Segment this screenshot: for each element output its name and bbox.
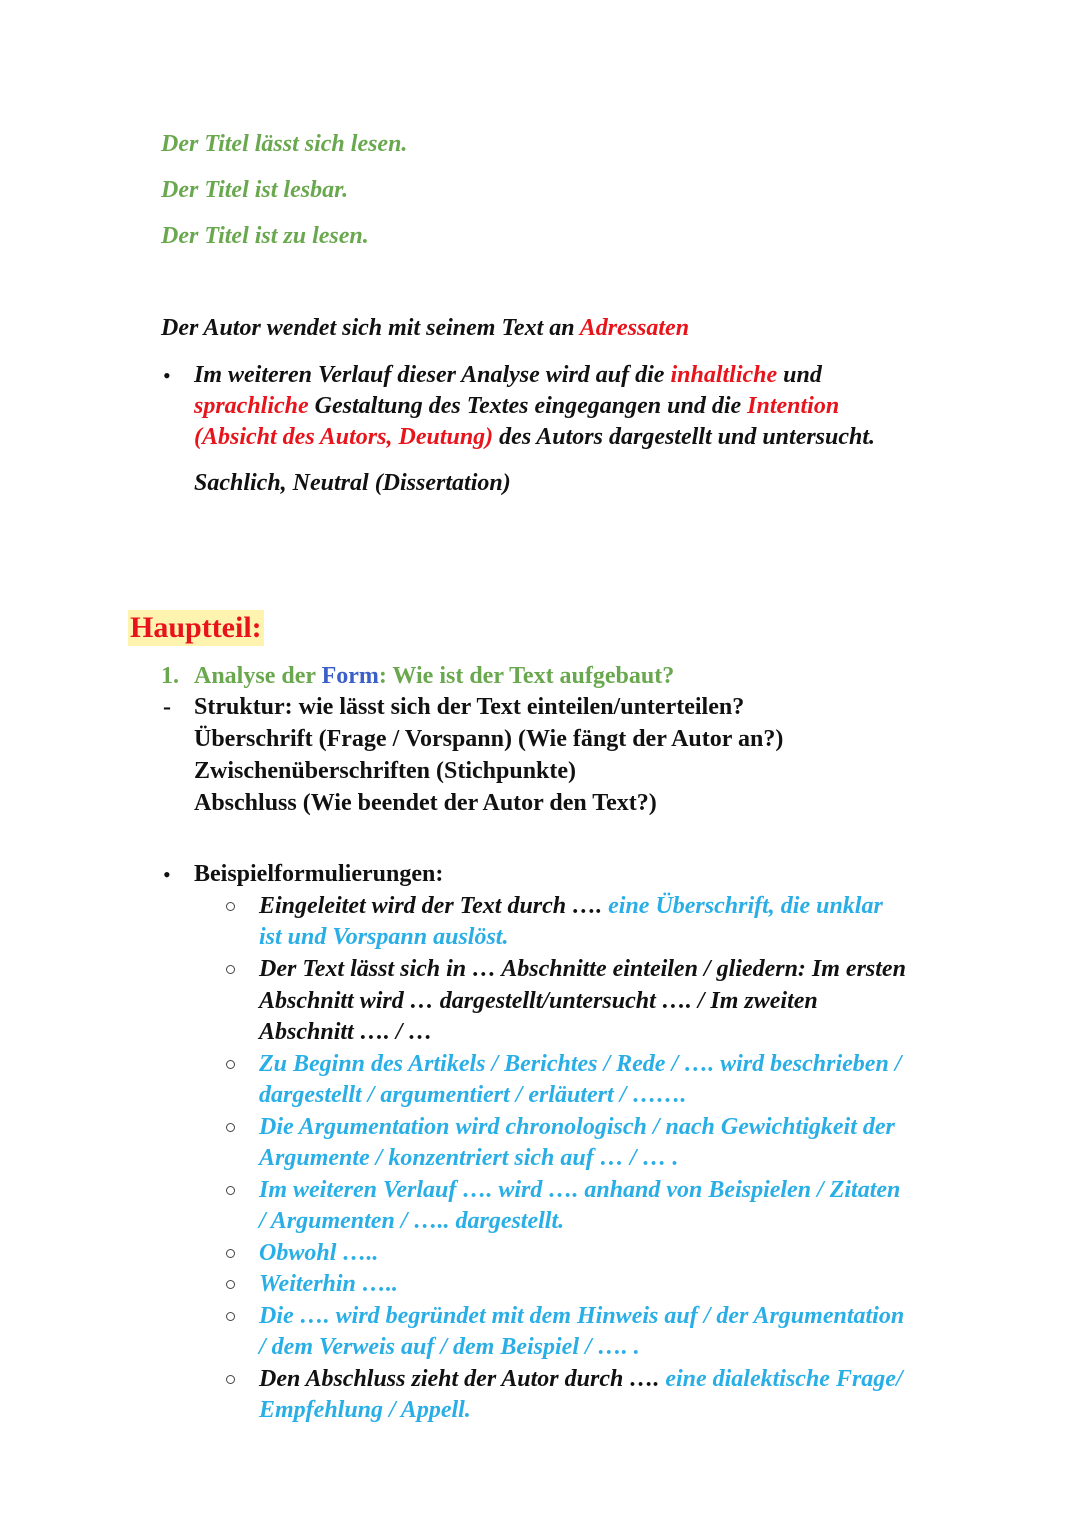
example-8-line-2: / dem Verweis auf / dem Beispiel / …. . bbox=[259, 1334, 640, 1360]
analysis-intro-text: Im weiteren Verlauf dieser Analyse wird auf die bbox=[194, 362, 665, 388]
example-4-line-2: Argumente / konzentriert sich auf … / … . bbox=[259, 1145, 679, 1171]
analysis-intro-line-1 bbox=[194, 360, 822, 391]
example-3-line-1: Zu Beginn des Artikels / Berichtes / Rede / …. wird beschrieben / bbox=[259, 1051, 902, 1077]
addressee-sentence bbox=[161, 313, 689, 344]
example-highlight: eine dialektische Frage/ bbox=[665, 1366, 903, 1392]
point-1-number: 1. bbox=[161, 663, 179, 689]
dash-icon: - bbox=[163, 694, 171, 720]
bullet-icon: • bbox=[163, 363, 171, 388]
example-9-line-1 bbox=[259, 1364, 903, 1395]
bullet-icon: • bbox=[163, 862, 171, 887]
circle-bullet-icon bbox=[226, 1375, 235, 1384]
main-part-heading: Hauptteil: bbox=[130, 611, 262, 644]
analysis-intro-line-3 bbox=[194, 422, 875, 453]
point-1-question: : Wie ist der Text aufgebaut? bbox=[378, 663, 675, 689]
examples-title: Beispielformulierungen: bbox=[194, 861, 444, 887]
style-note: Sachlich, Neutral (Dissertation) bbox=[194, 470, 511, 496]
circle-bullet-icon bbox=[226, 1249, 235, 1258]
passive-example-1: Der Titel lässt sich lesen. bbox=[161, 131, 408, 157]
sprachliche-highlight: sprachliche bbox=[194, 393, 309, 419]
addressee-sentence-text: Der Autor wendet sich mit seinem Text an bbox=[161, 315, 575, 341]
circle-bullet-icon bbox=[226, 1280, 235, 1289]
passive-example-3: Der Titel ist zu lesen. bbox=[161, 223, 369, 249]
circle-bullet-icon bbox=[226, 1123, 235, 1132]
example-6: Obwohl ….. bbox=[259, 1240, 379, 1266]
point-1-title bbox=[194, 661, 674, 692]
example-5-line-1: Im weiteren Verlauf …. wird …. anhand von Beispielen / Zitaten bbox=[259, 1177, 901, 1203]
example-4-line-1: Die Argumentation wird chronologisch / nach Gewichtigkeit der bbox=[259, 1114, 895, 1140]
example-highlight: eine Überschrift, die unklar bbox=[608, 893, 883, 919]
example-5-line-2: / Argumenten / ….. dargestellt. bbox=[259, 1208, 565, 1234]
structure-line-3: Zwischenüberschriften (Stichpunkte) bbox=[194, 758, 577, 784]
example-7: Weiterhin ….. bbox=[259, 1271, 398, 1297]
structure-line-2: Überschrift (Frage / Vorspann) (Wie fängt der Autor an?) bbox=[194, 726, 784, 752]
inhaltliche-highlight: inhaltliche bbox=[670, 362, 778, 388]
form-highlight: Form bbox=[321, 663, 379, 689]
example-1-line-2: ist und Vorspann auslöst. bbox=[259, 924, 509, 950]
intention-highlight: Intention bbox=[747, 393, 840, 419]
analysis-intro-text: Gestaltung des Textes eingegangen und die bbox=[314, 393, 742, 419]
example-2-line-1: Der Text lässt sich in … Abschnitte einteilen / gliedern: Im ersten bbox=[259, 956, 906, 982]
intention-explanation: (Absicht des Autors, Deutung) bbox=[194, 424, 494, 450]
example-2-line-2: Abschnitt wird … dargestellt/untersucht …. / Im zweiten bbox=[259, 988, 818, 1014]
example-9-line-2: Empfehlung / Appell. bbox=[259, 1397, 471, 1423]
structure-line-1: Struktur: wie lässt sich der Text einteilen/unterteilen? bbox=[194, 694, 745, 720]
circle-bullet-icon bbox=[226, 1060, 235, 1069]
addressee-highlight: Adressaten bbox=[579, 315, 690, 341]
passive-example-2: Der Titel ist lesbar. bbox=[161, 177, 349, 203]
circle-bullet-icon bbox=[226, 965, 235, 974]
example-1-line-1 bbox=[259, 891, 883, 922]
analysis-intro-text: des Autors dargestellt und untersucht. bbox=[499, 424, 876, 450]
circle-bullet-icon bbox=[226, 902, 235, 911]
circle-bullet-icon bbox=[226, 1312, 235, 1321]
structure-line-4: Abschluss (Wie beendet der Autor den Text?) bbox=[194, 790, 657, 816]
analysis-intro-line-2 bbox=[194, 391, 839, 422]
example-3-line-2: dargestellt / argumentiert / erläutert / ……. bbox=[259, 1082, 687, 1108]
example-2-line-3: Abschnitt …. / … bbox=[259, 1019, 433, 1045]
example-text: Eingeleitet wird der Text durch …. bbox=[259, 893, 603, 919]
circle-bullet-icon bbox=[226, 1186, 235, 1195]
example-text: Den Abschluss zieht der Autor durch …. bbox=[259, 1366, 660, 1392]
point-1-title-text: Analyse der bbox=[194, 663, 316, 689]
analysis-intro-text: und bbox=[783, 362, 822, 388]
example-8-line-1: Die …. wird begründet mit dem Hinweis auf / der Argumentation bbox=[259, 1303, 905, 1329]
